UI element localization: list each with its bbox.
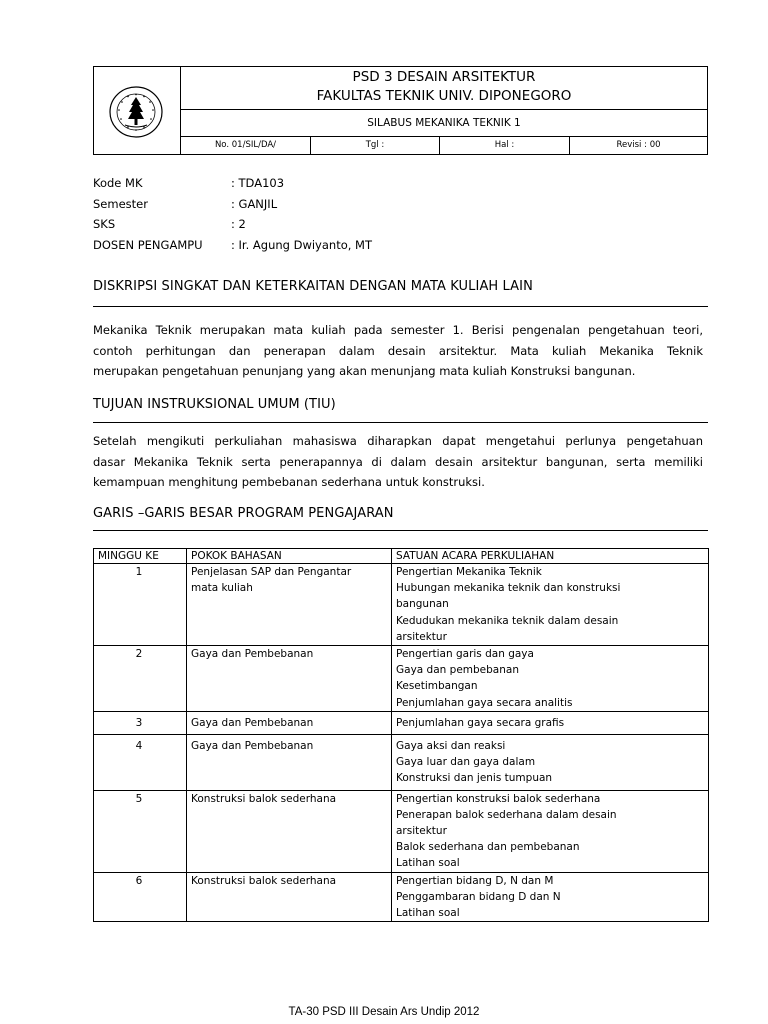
title-line-1: PSD 3 DESAIN ARSITEKTUR xyxy=(352,69,536,85)
week-cell: 2 xyxy=(94,646,187,712)
topic-line: mata kuliah xyxy=(191,582,253,595)
unit-line: Kedudukan mekanika teknik dalam desain xyxy=(396,614,619,627)
table-row xyxy=(94,564,709,646)
title-line-2: FAKULTAS TEKNIK UNIV. DIPONEGORO xyxy=(316,88,572,104)
info-value: : GANJIL xyxy=(231,196,278,211)
unit-line: Gaya dan pembebanan xyxy=(396,664,519,677)
document-meta xyxy=(181,137,707,154)
column-header: POKOK BAHASAN xyxy=(187,549,392,564)
tiu-heading: TUJUAN INSTRUKSIONAL UMUM (TIU) xyxy=(93,397,336,412)
syllabus-title: SILABUS MEKANIKA TEKNIK 1 xyxy=(181,110,707,137)
table-header-row xyxy=(94,549,709,564)
topic-cell xyxy=(187,872,392,922)
topic-line: Konstruksi balok sederhana xyxy=(191,874,337,887)
paragraph-line: dasar Mekanika Teknik serta penerapannya di dalam desain arsitektur bangunan, serta memiliki xyxy=(93,454,703,469)
section-divider xyxy=(93,422,708,423)
unit-line: Pengertian konstruksi balok sederhana xyxy=(396,792,601,805)
tiu-paragraph xyxy=(93,431,703,493)
unit-line: arsitektur xyxy=(396,630,447,643)
week-cell: 4 xyxy=(94,735,187,791)
document-header xyxy=(93,66,708,155)
table-row xyxy=(94,711,709,734)
unit-line: bangunan xyxy=(396,598,449,611)
unit-line: Gaya aksi dan reaksi xyxy=(396,740,506,753)
unit-line: Konstruksi dan jenis tumpuan xyxy=(396,772,553,785)
course-info xyxy=(93,176,493,258)
info-value: : 2 xyxy=(231,217,246,231)
doc-page: Hal : xyxy=(440,137,570,154)
unit-line: Penggambaran bidang D dan N xyxy=(396,890,561,903)
description-heading: DISKRIPSI SINGKAT DAN KETERKAITAN DENGAN MATA KULIAH LAIN xyxy=(93,279,533,294)
unit-line: Balok sederhana dan pembebanan xyxy=(396,841,580,854)
university-seal-icon xyxy=(108,85,164,139)
description-paragraph xyxy=(93,320,703,382)
topic-cell xyxy=(187,564,392,646)
table-row xyxy=(94,790,709,872)
topic-cell xyxy=(187,646,392,712)
unit-line: Pengertian garis dan gaya xyxy=(396,648,534,661)
unit-line: Latihan soal xyxy=(396,907,460,920)
info-row xyxy=(93,238,493,259)
units-cell xyxy=(392,735,709,791)
paragraph-line: Setelah mengikuti perkuliahan mahasiswa diharapkan dapat mengetahui perlunya pengetahuan xyxy=(93,434,703,448)
column-header: MINGGU KE xyxy=(94,549,187,564)
paragraph-line: contoh perhitungan dan penerapan dalam desain arsitektur. Mata kuliah Mekanika Teknik xyxy=(93,343,703,358)
week-cell: 1 xyxy=(94,564,187,646)
topic-cell xyxy=(187,790,392,872)
units-cell xyxy=(392,564,709,646)
info-value: : TDA103 xyxy=(231,176,285,190)
paragraph-line: kemampuan menghitung pembebanan sederhana untuk konstruksi. xyxy=(93,475,485,489)
week-cell: 3 xyxy=(94,711,187,734)
info-key: Kode MK xyxy=(93,176,143,190)
week-cell: 5 xyxy=(94,790,187,872)
topic-line: Konstruksi balok sederhana xyxy=(191,792,337,805)
table-row xyxy=(94,735,709,791)
table-row xyxy=(94,646,709,712)
unit-line: Pengertian bidang D, N dan M xyxy=(396,874,554,887)
doc-revision: Revisi : 00 xyxy=(616,140,661,150)
info-key: DOSEN PENGAMPU xyxy=(93,237,203,252)
topic-cell xyxy=(187,711,392,734)
info-row xyxy=(93,197,493,218)
unit-line: Latihan soal xyxy=(396,857,460,870)
info-key: Semester xyxy=(93,196,148,211)
topic-line: Gaya dan Pembebanan xyxy=(191,648,314,661)
info-row xyxy=(93,176,493,197)
institution-title xyxy=(181,67,707,110)
doc-date: Tgl : xyxy=(311,137,440,154)
section-divider xyxy=(93,306,708,307)
unit-line: Hubungan mekanika teknik dan konstruksi xyxy=(396,582,621,595)
topic-line: Gaya dan Pembebanan xyxy=(191,740,314,753)
column-header: SATUAN ACARA PERKULIAHAN xyxy=(392,549,709,564)
gbpp-heading: GARIS –GARIS BESAR PROGRAM PENGAJARAN xyxy=(93,506,394,521)
unit-line: Kesetimbangan xyxy=(396,680,478,693)
table-body xyxy=(94,564,709,922)
unit-line: arsitektur xyxy=(396,825,447,838)
units-cell xyxy=(392,872,709,922)
paragraph-line: merupakan pengetahuan penunjang yang akan menunjang mata kuliah Konstruksi bangunan. xyxy=(93,364,636,378)
topic-line: Penjelasan SAP dan Pengantar xyxy=(191,566,352,578)
unit-line: Gaya luar dan gaya dalam xyxy=(396,756,536,769)
program-table xyxy=(93,548,709,922)
table-row xyxy=(94,872,709,922)
page-footer: TA-30 PSD III Desain Ars Undip 2012 xyxy=(288,1006,480,1018)
unit-line: Penerapan balok sederhana dalam desain xyxy=(396,808,617,821)
unit-line: Penjumlahan gaya secara analitis xyxy=(396,696,573,709)
units-cell xyxy=(392,790,709,872)
units-cell xyxy=(392,711,709,734)
unit-line: Penjumlahan gaya secara grafis xyxy=(396,716,565,729)
topic-line: Gaya dan Pembebanan xyxy=(191,716,314,729)
logo-cell xyxy=(94,67,181,154)
info-key: SKS xyxy=(93,217,116,231)
unit-line: Pengertian Mekanika Teknik xyxy=(396,566,542,578)
doc-number: No. 01/SIL/DA/ xyxy=(181,137,311,154)
info-row xyxy=(93,217,493,238)
paragraph-line: Mekanika Teknik merupakan mata kuliah pada semester 1. Berisi pengenalan pengetahuan teori, xyxy=(93,323,703,337)
topic-cell xyxy=(187,735,392,791)
units-cell xyxy=(392,646,709,712)
section-divider xyxy=(93,530,708,531)
week-cell: 6 xyxy=(94,872,187,922)
info-value: : Ir. Agung Dwiyanto, MT xyxy=(231,237,373,252)
